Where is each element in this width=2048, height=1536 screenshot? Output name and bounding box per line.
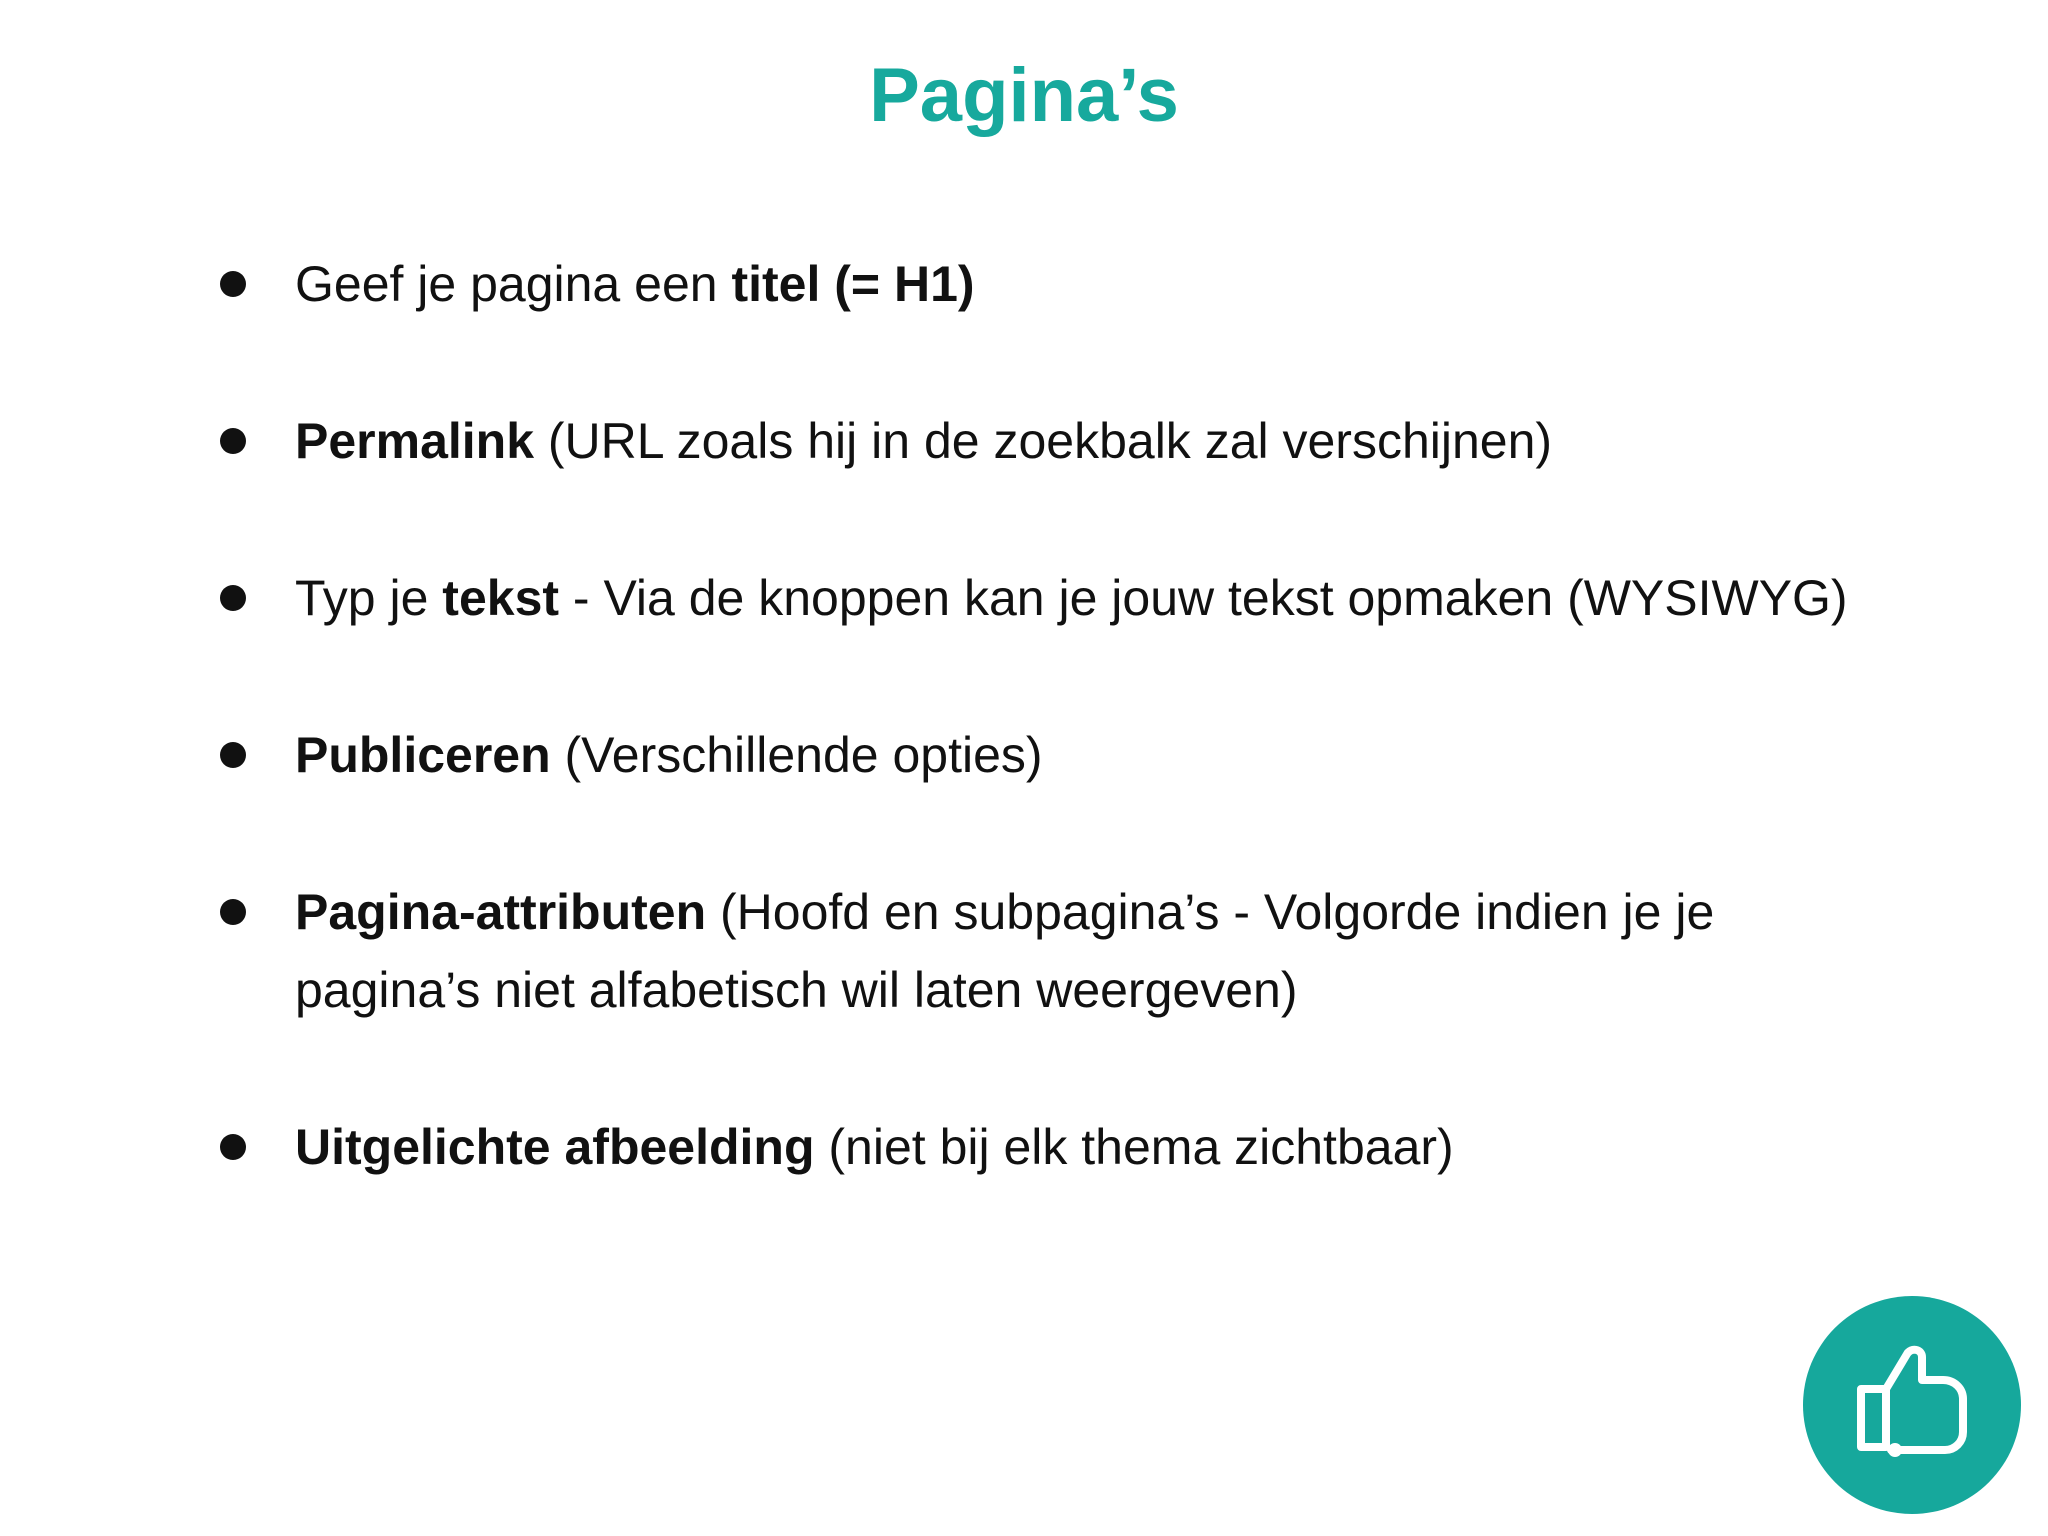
- list-item: [295, 402, 1915, 480]
- item-text: (Verschillende opties): [550, 727, 1043, 783]
- bullet-dot: [220, 899, 246, 925]
- item-text: (URL zoals hij in de zoekbalk zal verschijnen): [534, 413, 1553, 469]
- bullet-dot: [220, 1134, 246, 1160]
- list-item: [295, 1108, 1915, 1186]
- list-item: [295, 716, 1915, 794]
- thumbs-up-icon: [1803, 1296, 2021, 1514]
- item-bold-text: Permalink: [295, 413, 535, 469]
- item-bold-text: Uitgelichte afbeelding: [295, 1119, 815, 1175]
- list-item: [295, 559, 1915, 637]
- thumbs-up-badge: [1803, 1296, 2021, 1514]
- bullet-dot: [220, 428, 246, 454]
- item-bold-text: Publiceren: [295, 727, 551, 783]
- slide-title: Pagina’s: [869, 53, 1179, 138]
- item-text: (Hoofd en subpagina’s - Volgorde indien je je pagina’s niet alfabetisch wil laten weergeven): [295, 884, 1715, 1018]
- item-text: - Via de knoppen kan je jouw tekst opmaken (WYSIWYG): [559, 570, 1848, 626]
- item-text: Typ je: [295, 570, 443, 626]
- item-text: (niet bij elk thema zichtbaar): [814, 1119, 1454, 1175]
- bullet-dot: [220, 742, 246, 768]
- item-bold-text: tekst: [442, 570, 560, 626]
- bullet-dot: [220, 585, 246, 611]
- bullet-dot: [220, 271, 246, 297]
- item-bold-text: titel (= H1): [731, 256, 975, 312]
- list-item: [295, 245, 1915, 323]
- item-bold-text: Pagina-attributen: [295, 884, 707, 940]
- item-text: Geef je pagina een: [295, 256, 732, 312]
- list-item: [295, 873, 1835, 1029]
